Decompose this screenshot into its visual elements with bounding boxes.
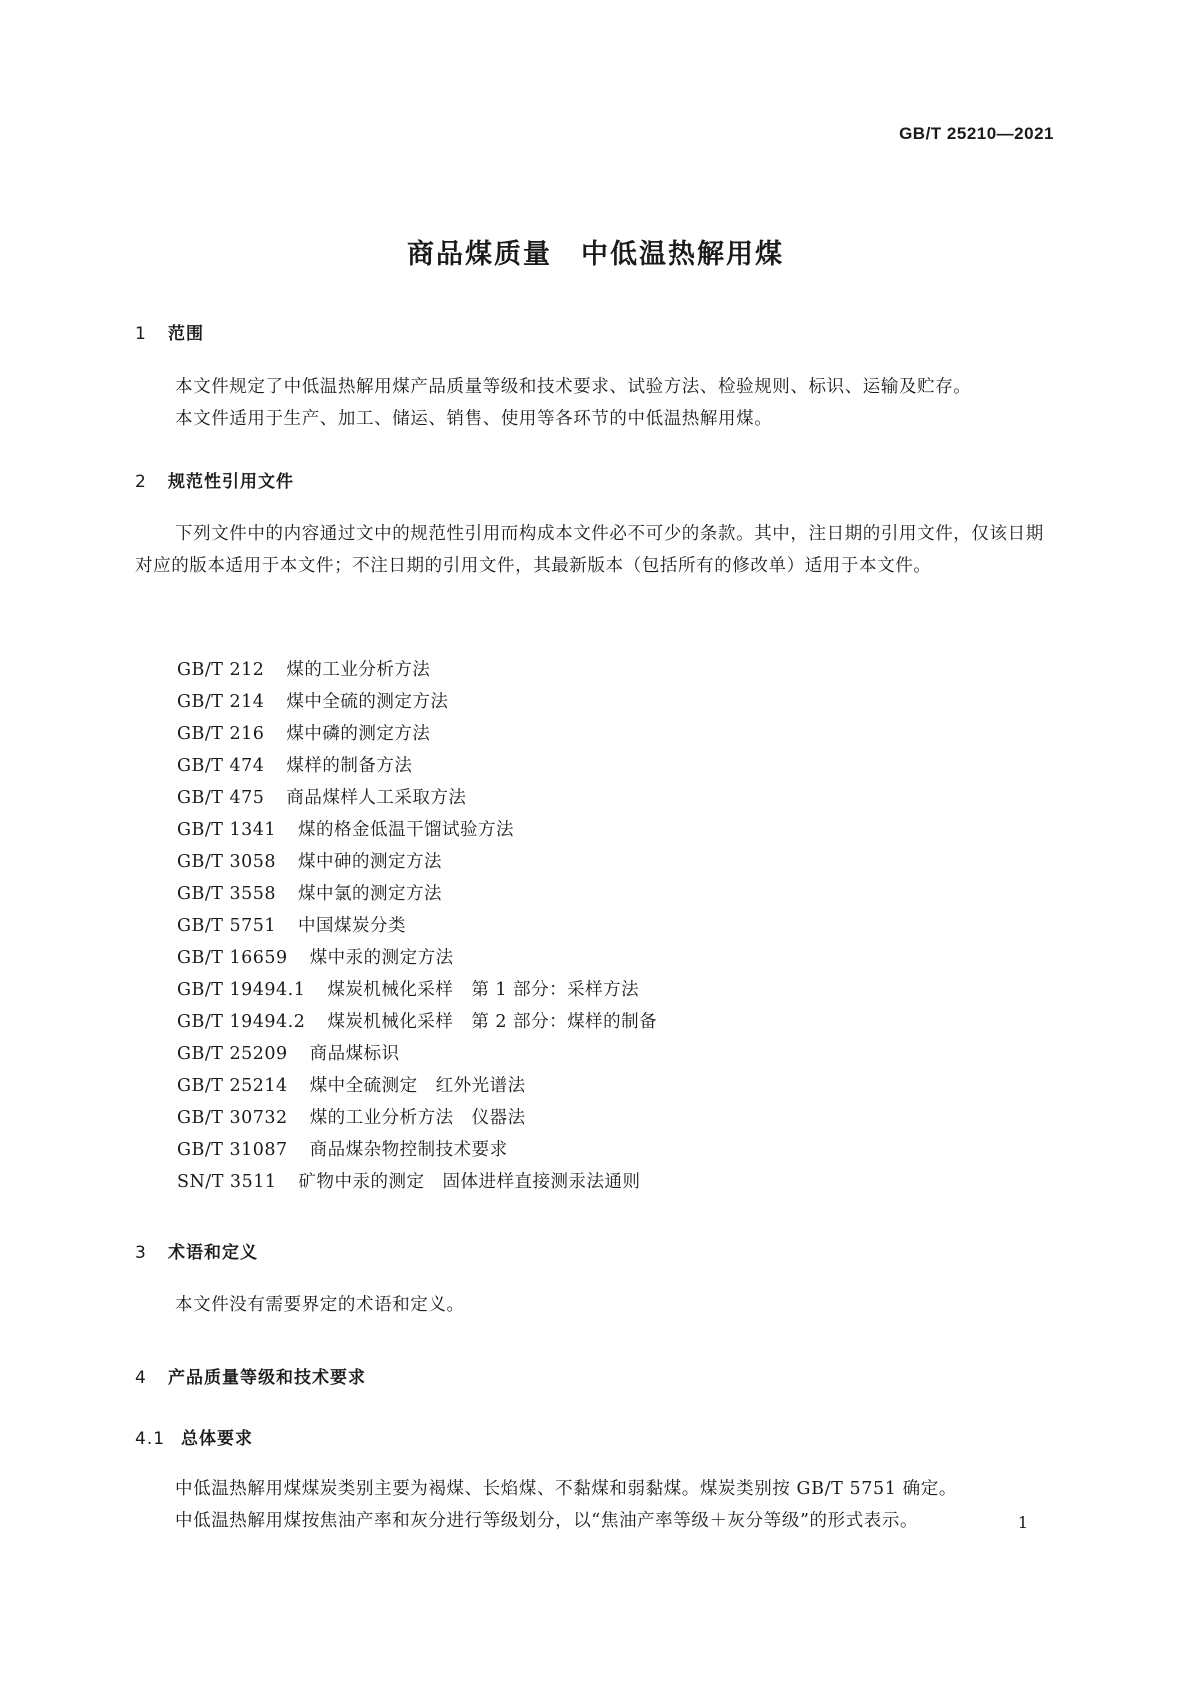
reference-item: [177, 1102, 657, 1134]
section-1-paragraph-2: 本文件适用于生产、加工、储运、销售、使用等各环节的中低温热解用煤。: [175, 409, 773, 429]
section-4-number: 4: [135, 1368, 147, 1388]
reference-code: GB/T 216: [177, 724, 265, 744]
section-3-title: 术语和定义: [168, 1243, 258, 1263]
section-3-heading: [135, 1238, 258, 1263]
reference-item: [177, 974, 657, 1006]
section-4-1-title: 总体要求: [181, 1429, 253, 1449]
section-4-heading: [135, 1363, 366, 1388]
reference-title: 煤中氯的测定方法: [298, 884, 443, 904]
reference-item: [177, 654, 657, 686]
section-1-number: 1: [135, 324, 147, 344]
reference-code: GB/T 212: [177, 660, 265, 680]
reference-title: 煤中汞的测定方法: [309, 948, 454, 968]
reference-code: GB/T 3058: [177, 852, 277, 872]
reference-code: GB/T 25209: [177, 1044, 288, 1064]
reference-item: [177, 718, 657, 750]
section-3-number: 3: [135, 1243, 147, 1263]
document-title: 商品煤质量 中低温热解用煤: [407, 239, 784, 270]
reference-title: 商品煤杂物控制技术要求: [309, 1140, 508, 1160]
section-4-1-number: 4.1: [135, 1429, 166, 1449]
reference-code: GB/T 5751: [177, 916, 277, 936]
section-2-number: 2: [135, 472, 147, 492]
reference-code: GB/T 3558: [177, 884, 277, 904]
page-number: 1: [1017, 1513, 1028, 1532]
section-4-1-heading: [135, 1424, 253, 1449]
section-4-title: 产品质量等级和技术要求: [168, 1368, 366, 1388]
reference-item: [177, 1006, 657, 1038]
reference-code: SN/T 3511: [177, 1172, 277, 1192]
reference-title: 中国煤炭分类: [298, 916, 407, 936]
section-3-paragraph: 本文件没有需要界定的术语和定义。: [175, 1295, 465, 1315]
reference-code: GB/T 474: [177, 756, 265, 776]
section-1-heading: [135, 319, 204, 344]
reference-code: GB/T 1341: [177, 820, 277, 840]
reference-title: 煤炭机械化采样 第 1 部分：采样方法: [327, 980, 640, 1000]
reference-title: 煤炭机械化采样 第 2 部分：煤样的制备: [327, 1012, 658, 1032]
reference-item: [177, 1038, 657, 1070]
reference-title: 煤的格金低温干馏试验方法: [298, 820, 515, 840]
reference-code: GB/T 19494.1: [177, 980, 306, 1000]
reference-item: [177, 686, 657, 718]
reference-code: GB/T 30732: [177, 1108, 288, 1128]
reference-title: 煤中全硫的测定方法: [286, 692, 449, 712]
reference-item: [177, 942, 657, 974]
reference-code: GB/T 475: [177, 788, 265, 808]
reference-title: 煤的工业分析方法: [286, 660, 431, 680]
reference-list: [177, 654, 657, 1198]
standard-code: GB/T 25210—2021: [899, 124, 1054, 143]
section-2-heading: [135, 467, 294, 492]
section-1-title: 范围: [168, 324, 204, 344]
reference-item: [177, 1134, 657, 1166]
reference-item: [177, 910, 657, 942]
section-4-1-paragraph-2: 中低温热解用煤按焦油产率和灰分进行等级划分，以“焦油产率等级＋灰分等级”的形式表示。: [175, 1511, 919, 1531]
section-2-intro: 下列文件中的内容通过文中的规范性引用而构成本文件必不可少的条款。其中，注日期的引用文件，仅该日期对应的版本适用于本文件；不注日期的引用文件，其最新版本（包括所有的修改单）适用于本文件。: [135, 524, 1044, 576]
reference-item: [177, 1166, 657, 1198]
reference-title: 商品煤标识: [309, 1044, 400, 1064]
reference-title: 煤中全硫测定 红外光谱法: [309, 1076, 526, 1096]
reference-item: [177, 878, 657, 910]
reference-item: [177, 1070, 657, 1102]
section-4-1-paragraph-1: 中低温热解用煤煤炭类别主要为褐煤、长焰煤、不黏煤和弱黏煤。煤炭类别按 GB/T 5751 确定。: [175, 1479, 957, 1499]
reference-item: [177, 846, 657, 878]
reference-item: [177, 750, 657, 782]
reference-title: 煤中砷的测定方法: [298, 852, 443, 872]
reference-title: 商品煤样人工采取方法: [286, 788, 467, 808]
reference-item: [177, 782, 657, 814]
reference-code: GB/T 19494.2: [177, 1012, 306, 1032]
reference-code: GB/T 31087: [177, 1140, 288, 1160]
reference-code: GB/T 16659: [177, 948, 288, 968]
reference-title: 煤的工业分析方法 仪器法: [309, 1108, 526, 1128]
reference-title: 煤样的制备方法: [286, 756, 413, 776]
section-2-title: 规范性引用文件: [168, 472, 294, 492]
reference-code: GB/T 214: [177, 692, 265, 712]
reference-title: 矿物中汞的测定 固体进样直接测汞法通则: [298, 1172, 641, 1192]
reference-item: [177, 814, 657, 846]
reference-code: GB/T 25214: [177, 1076, 288, 1096]
reference-title: 煤中磷的测定方法: [286, 724, 431, 744]
section-1-paragraph-1: 本文件规定了中低温热解用煤产品质量等级和技术要求、试验方法、检验规则、标识、运输及贮存。: [175, 377, 972, 397]
